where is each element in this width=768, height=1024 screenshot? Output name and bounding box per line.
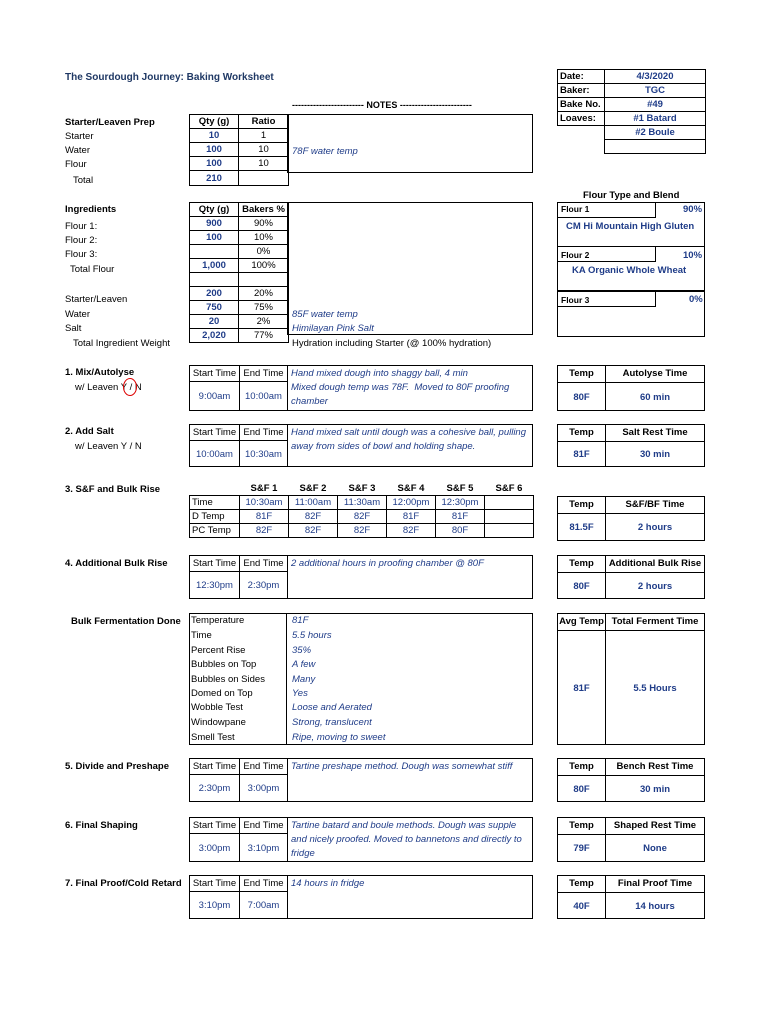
sf-pctemp-cell[interactable]: 80F	[436, 524, 485, 538]
total-flour-qty: 1,000	[190, 259, 239, 273]
col-header: Ratio	[239, 115, 289, 129]
shaping-start[interactable]: 3:00pm	[198, 842, 231, 854]
ingredient-label: Starter/Leaven	[65, 294, 128, 305]
salt-note: Himilayan Pink Salt	[292, 323, 374, 334]
sf-col-header: S&F 3	[348, 483, 376, 494]
leaven-qty[interactable]: 200	[190, 287, 239, 301]
mix-summary	[557, 365, 705, 411]
total-flour-pct: 100%	[239, 259, 289, 273]
bulk-value[interactable]: Yes	[292, 688, 308, 699]
starter-ratio: 1	[239, 129, 289, 143]
avg-temp-label: Avg Temp	[558, 614, 606, 630]
time-label: S&F/BF Time	[625, 499, 685, 510]
salt-qty[interactable]: 20	[190, 315, 239, 329]
circle-y-mark	[123, 378, 137, 396]
bulk-done-heading: Bulk Fermentation Done	[71, 616, 181, 627]
starter-row-label: Total	[73, 175, 94, 186]
sf-dtemp-cell[interactable]: 81F	[240, 510, 289, 524]
mix-note[interactable]: Hand mixed dough into shaggy ball, 4 min Mixed dough temp was 78F. Moved to 80F proofing chamber	[291, 368, 510, 407]
sf-col-header: S&F 4	[397, 483, 425, 494]
mix-start[interactable]: 9:00am	[198, 391, 231, 402]
salt-temp[interactable]: 81F	[558, 442, 606, 467]
additional-time[interactable]: 2 hours	[637, 580, 673, 592]
proof-start[interactable]: 3:10pm	[198, 900, 231, 911]
total-weight-qty: 2,020	[190, 329, 239, 343]
sf-pctemp-cell[interactable]: 82F	[289, 524, 338, 538]
flour3-pct: 0%	[239, 245, 289, 259]
proof-step-box	[189, 875, 533, 919]
bulk-avg-temp[interactable]: 81F	[558, 631, 606, 745]
flour2-name[interactable]: KA Organic Whole Wheat	[572, 265, 687, 276]
bulk-label: Windowpane	[191, 717, 246, 728]
sf-col-header: S&F 1	[250, 483, 278, 494]
time-label: Additional Bulk Rise	[608, 558, 702, 569]
end-time-label: End Time	[240, 425, 287, 441]
bulk-label: Temperature	[191, 615, 245, 626]
additional-temp[interactable]: 80F	[558, 573, 606, 599]
starter-row-label: Flour	[65, 159, 87, 170]
sf-col-header: S&F 5	[446, 483, 474, 494]
info-table	[557, 69, 706, 154]
info-loaf-2[interactable]: #2 Boule	[605, 126, 706, 140]
starter-heading: Starter/Leaven Prep	[65, 117, 155, 128]
bulk-total-time[interactable]: 5.5 Hours	[633, 682, 677, 694]
starter-row-label: Water	[65, 145, 90, 156]
bulk-value[interactable]: 81F	[292, 615, 309, 626]
water-qty[interactable]: 750	[190, 301, 239, 315]
start-time-label: Start Time	[190, 366, 239, 382]
proof-time[interactable]: 14 hours	[635, 900, 675, 912]
temp-label: Temp	[558, 366, 606, 382]
bulk-done-summary	[557, 613, 705, 745]
start-time-label: Start Time	[190, 556, 239, 572]
salt-summary	[557, 424, 705, 467]
sf-row-label: Time	[190, 496, 240, 510]
flour-blend-heading: Flour Type and Blend	[583, 190, 680, 201]
flour3-label: Flour 3	[561, 295, 590, 305]
col-header: Qty (g)	[190, 115, 239, 129]
shaping-heading: 6. Final Shaping	[65, 820, 138, 831]
hydration-pct: 77%	[239, 329, 289, 343]
bulk-label: Wobble Test	[191, 702, 243, 713]
temp-label: Temp	[558, 759, 606, 775]
shaping-summary	[557, 817, 705, 862]
temp-label: Temp	[558, 876, 606, 892]
temp-label: Temp	[558, 556, 606, 572]
sf-dtemp-cell[interactable]: 82F	[289, 510, 338, 524]
flour-qty[interactable]: 100	[190, 157, 239, 171]
sf-col-header: S&F 2	[299, 483, 327, 494]
bulk-value[interactable]: Strong, translucent	[292, 717, 372, 728]
sf-row-label: D Temp	[190, 510, 240, 524]
bulk-label: Bubbles on Sides	[191, 674, 265, 685]
additional-heading: 4. Additional Bulk Rise	[65, 558, 168, 569]
sf-dtemp-cell[interactable]: 81F	[387, 510, 436, 524]
end-time-label: End Time	[240, 818, 287, 834]
divide-temp[interactable]: 80F	[558, 776, 606, 802]
start-time-label: Start Time	[190, 759, 239, 775]
time-label: Total Ferment Time	[611, 616, 699, 627]
info-loaf-1[interactable]: #1 Batard	[605, 112, 706, 126]
ingredient-label: Total Flour	[70, 264, 115, 275]
col-header: Qty (g)	[190, 203, 239, 217]
start-time-label: Start Time	[190, 818, 239, 834]
shaping-end[interactable]: 3:10pm	[247, 842, 280, 854]
start-time-label: Start Time	[190, 425, 239, 441]
proof-heading: 7. Final Proof/Cold Retard	[65, 878, 182, 889]
sf-time-cell[interactable]: 12:00pm	[387, 496, 436, 510]
leaven-yn-label: w/ Leaven Y / N	[75, 382, 142, 393]
time-label: Shaped Rest Time	[613, 820, 697, 831]
flour2-qty[interactable]: 100	[190, 231, 239, 245]
salt-step-box	[189, 424, 533, 467]
sf-time-cell[interactable]	[485, 496, 534, 510]
sf-time-cell[interactable]: 10:30am	[240, 496, 289, 510]
mix-heading: 1. Mix/Autolyse	[65, 367, 135, 378]
divide-heading: 5. Divide and Preshape	[65, 761, 170, 772]
divide-step-box	[189, 758, 533, 802]
shaping-time[interactable]: None	[643, 843, 667, 854]
bulk-value[interactable]: A few	[292, 659, 316, 670]
info-label: Date:	[558, 70, 605, 84]
sf-dtemp-cell[interactable]: 82F	[338, 510, 387, 524]
salt-heading: 2. Add Salt	[65, 426, 114, 437]
starter-qty[interactable]: 10	[190, 129, 239, 143]
ingredient-label: Flour 2:	[65, 235, 98, 246]
sf-time-cell[interactable]: 12:30pm	[436, 496, 485, 510]
sf-pctemp-cell[interactable]: 82F	[338, 524, 387, 538]
temp-label: Temp	[558, 818, 606, 834]
mix-temp[interactable]: 80F	[558, 383, 606, 411]
info-loaf-3[interactable]	[605, 140, 706, 154]
additional-step-box	[189, 555, 533, 599]
starter-row-label: Starter	[65, 131, 94, 142]
salt-pct: 2%	[239, 315, 289, 329]
sf-col-header: S&F 6	[495, 483, 523, 494]
flour1-pct: 90%	[683, 204, 703, 215]
starter-table	[189, 114, 289, 186]
info-baker[interactable]: TGC	[605, 84, 706, 98]
water-note: 85F water temp	[292, 309, 358, 320]
sf-heading: 3. S&F and Bulk Rise	[65, 484, 161, 495]
temp-label: Temp	[558, 497, 606, 513]
shaping-step-box	[189, 817, 533, 862]
salt-end[interactable]: 10:30am	[245, 448, 282, 460]
flour1-qty[interactable]: 900	[190, 217, 239, 231]
ingredient-label: Flour 3:	[65, 249, 98, 260]
blank-cell	[239, 273, 289, 287]
bulk-label: Time	[191, 630, 212, 641]
ingredients-heading: Ingredients	[65, 204, 117, 215]
info-date[interactable]: 4/3/2020	[605, 70, 706, 84]
flour2-pct: 10%	[683, 250, 703, 261]
flour1-label: Flour 1	[561, 204, 590, 214]
info-label: Loaves:	[558, 112, 605, 126]
proof-summary	[557, 875, 705, 919]
bulk-label: Smell Test	[191, 732, 235, 743]
flour1-name[interactable]: CM Hi Mountain High Gluten	[566, 221, 695, 232]
divide-summary	[557, 758, 705, 802]
bulk-value[interactable]: Ripe, moving to sweet	[292, 732, 386, 743]
proof-note[interactable]: 14 hours in fridge	[291, 878, 365, 889]
time-label: Bench Rest Time	[616, 761, 694, 772]
starter-total-qty: 210	[190, 171, 239, 186]
water-qty[interactable]: 100	[190, 143, 239, 157]
flour2-label: Flour 2	[561, 250, 590, 260]
ingredient-label: Salt	[65, 323, 82, 334]
starter-note: 78F water temp	[292, 146, 358, 157]
time-label: Final Proof Time	[617, 878, 693, 889]
end-time-label: End Time	[240, 366, 287, 382]
bulk-value[interactable]: 5.5 hours	[292, 630, 332, 641]
ingredient-label: Total Ingredient Weight	[73, 338, 170, 349]
additional-summary	[557, 555, 705, 599]
divide-start[interactable]: 2:30pm	[198, 783, 231, 794]
sf-corner	[190, 482, 240, 496]
sf-pctemp-cell[interactable]	[485, 524, 534, 538]
leaven-pct: 20%	[239, 287, 289, 301]
time-label: Autolyse Time	[622, 368, 688, 379]
bulk-value[interactable]: 35%	[292, 645, 312, 656]
info-label	[558, 140, 605, 154]
info-bake-no[interactable]: #49	[605, 98, 706, 112]
sf-dtemp-cell[interactable]: 81F	[436, 510, 485, 524]
salt-start[interactable]: 10:00am	[196, 448, 233, 460]
shaping-temp[interactable]: 79F	[558, 835, 606, 862]
end-time-label: End Time	[240, 556, 287, 572]
starter-notes-box[interactable]	[287, 114, 533, 173]
col-header: Bakers %	[239, 203, 289, 217]
additional-note[interactable]: 2 additional hours in proofing chamber @ 80F	[291, 558, 484, 569]
sf-temp[interactable]: 81.5F	[558, 514, 606, 541]
sf-time-cell[interactable]: 11:00am	[289, 496, 338, 510]
mix-time[interactable]: 60 min	[639, 391, 671, 403]
info-label: Baker:	[558, 84, 605, 98]
sf-summary	[557, 496, 705, 541]
sf-pctemp-cell[interactable]: 82F	[240, 524, 289, 538]
flour2-pct: 10%	[239, 231, 289, 245]
proof-end[interactable]: 7:00am	[247, 900, 280, 911]
flour1-pct: 90%	[239, 217, 289, 231]
time-label: Salt Rest Time	[622, 427, 688, 438]
sf-time[interactable]: 2 hours	[637, 522, 673, 533]
bulk-label: Bubbles on Top	[191, 659, 257, 670]
sf-dtemp-cell[interactable]	[485, 510, 534, 524]
bulk-label: Domed on Top	[191, 688, 253, 699]
leaven-yn-label: w/ Leaven Y / N	[75, 441, 142, 452]
hydration-note: Hydration including Starter (@ 100% hydration)	[292, 338, 492, 349]
water-pct: 75%	[239, 301, 289, 315]
mix-step-box	[189, 365, 533, 411]
salt-note[interactable]: Hand mixed salt until dough was a cohesive ball, pulling away from sides of bowl and holding shape.	[291, 427, 526, 452]
bulk-label: Percent Rise	[191, 645, 246, 656]
divide-note[interactable]: Tartine preshape method. Dough was somewhat stiff	[291, 761, 513, 772]
flour-ratio: 10	[239, 157, 289, 171]
info-label: Bake No.	[558, 98, 605, 112]
sf-time-cell[interactable]: 11:30am	[338, 496, 387, 510]
divide-end[interactable]: 3:00pm	[247, 783, 280, 794]
additional-end[interactable]: 2:30pm	[247, 580, 280, 591]
flour3-qty[interactable]	[190, 245, 239, 259]
info-label	[558, 126, 605, 140]
temp-label: Temp	[558, 425, 606, 441]
flour3-pct: 0%	[689, 294, 703, 305]
notes-header: ------------------------ NOTES ------------------------	[292, 100, 472, 110]
mix-end[interactable]: 10:00am	[245, 391, 282, 402]
sf-table	[189, 482, 534, 538]
sf-row-label: PC Temp	[190, 524, 240, 538]
bulk-value[interactable]: Loose and Aerated	[292, 702, 372, 713]
page-title: The Sourdough Journey: Baking Worksheet	[65, 72, 274, 83]
blank-cell	[190, 273, 239, 287]
end-time-label: End Time	[240, 759, 287, 775]
end-time-label: End Time	[240, 876, 287, 892]
shaping-note[interactable]: Tartine batard and boule methods. Dough was supple and nicely proofed. Moved to bannetons and directly to fridge	[291, 820, 522, 859]
additional-start[interactable]: 12:30pm	[196, 580, 233, 591]
salt-time[interactable]: 30 min	[639, 449, 671, 460]
starter-total-ratio	[239, 171, 289, 186]
bulk-value[interactable]: Many	[292, 674, 316, 685]
ingredients-table	[189, 202, 289, 343]
proof-temp[interactable]: 40F	[558, 893, 606, 919]
divide-time[interactable]: 30 min	[639, 783, 671, 795]
water-ratio: 10	[239, 143, 289, 157]
ingredient-label: Flour 1:	[65, 221, 98, 232]
start-time-label: Start Time	[190, 876, 239, 892]
sf-pctemp-cell[interactable]: 82F	[387, 524, 436, 538]
ingredient-label: Water	[65, 309, 90, 320]
